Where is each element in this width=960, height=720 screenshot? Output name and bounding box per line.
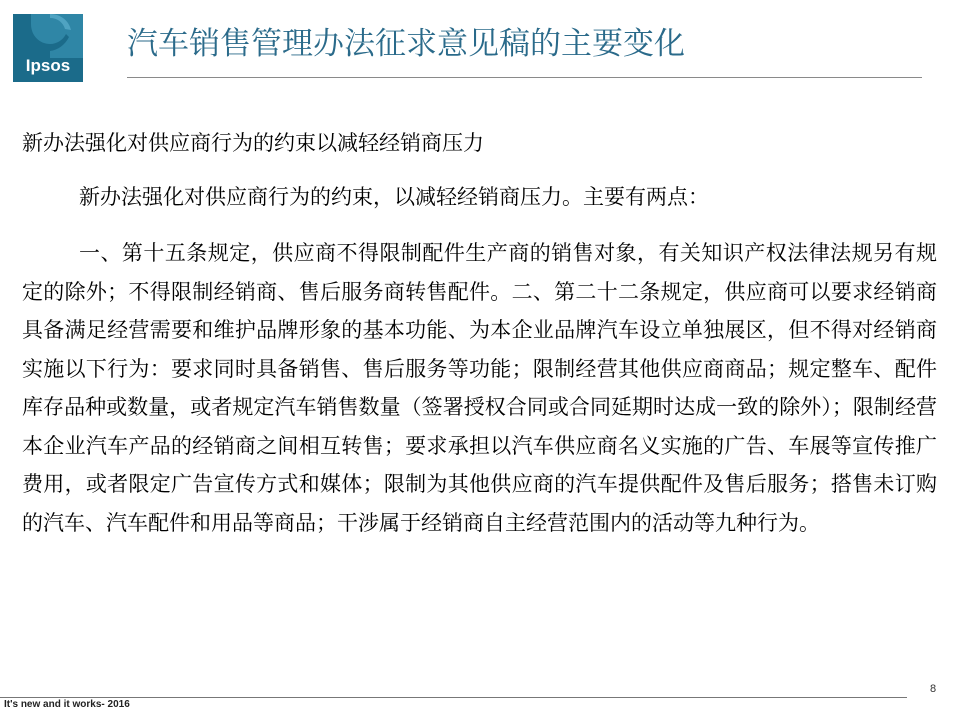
title-divider	[127, 77, 922, 78]
ipsos-logo	[13, 14, 83, 82]
page-number: 8	[930, 683, 937, 695]
body-paragraph: 一、第十五条规定，供应商不得限制配件生产商的销售对象，有关知识产权法律法规另有规定的除外；不得限制经销商、售后服务商转售配件。二、第二十二条规定，供应商可以要求经销商具备满足经营需要和维护品牌形象的基本功能、为本企业品牌汽车设立单独展区，但不得对经销商实施以下行为：要求同时具备销售、售后服务等功能；限制经营其他供应商商品；规定整车、配件库存品种或数量，或者规定汽车销售数量（签署授权合同或合同延期时达成一致的除外）；限制经营本企业汽车产品的经销商之间相互转售；要求承担以汽车供应商名义实施的广告、车展等宣传推广费用，或者限定广告宣传方式和媒体；限制为其他供应商的汽车提供配件及售后服务；搭售未订购的汽车、汽车配件和用品等商品；干涉属于经销商自主经营范围内的活动等九种行为。	[22, 241, 937, 535]
footer-tagline: It's new and it works- 2016	[4, 699, 130, 710]
footer-divider	[0, 697, 907, 698]
page-title: 汽车销售管理办法征求意见稿的主要变化	[127, 26, 685, 62]
intro-paragraph: 新办法强化对供应商行为的约束，以减轻经销商压力。主要有两点：	[79, 185, 709, 209]
section-heading: 新办法强化对供应商行为的约束以减轻经销商压力	[22, 131, 484, 155]
logo-text: Ipsos	[25, 56, 71, 75]
